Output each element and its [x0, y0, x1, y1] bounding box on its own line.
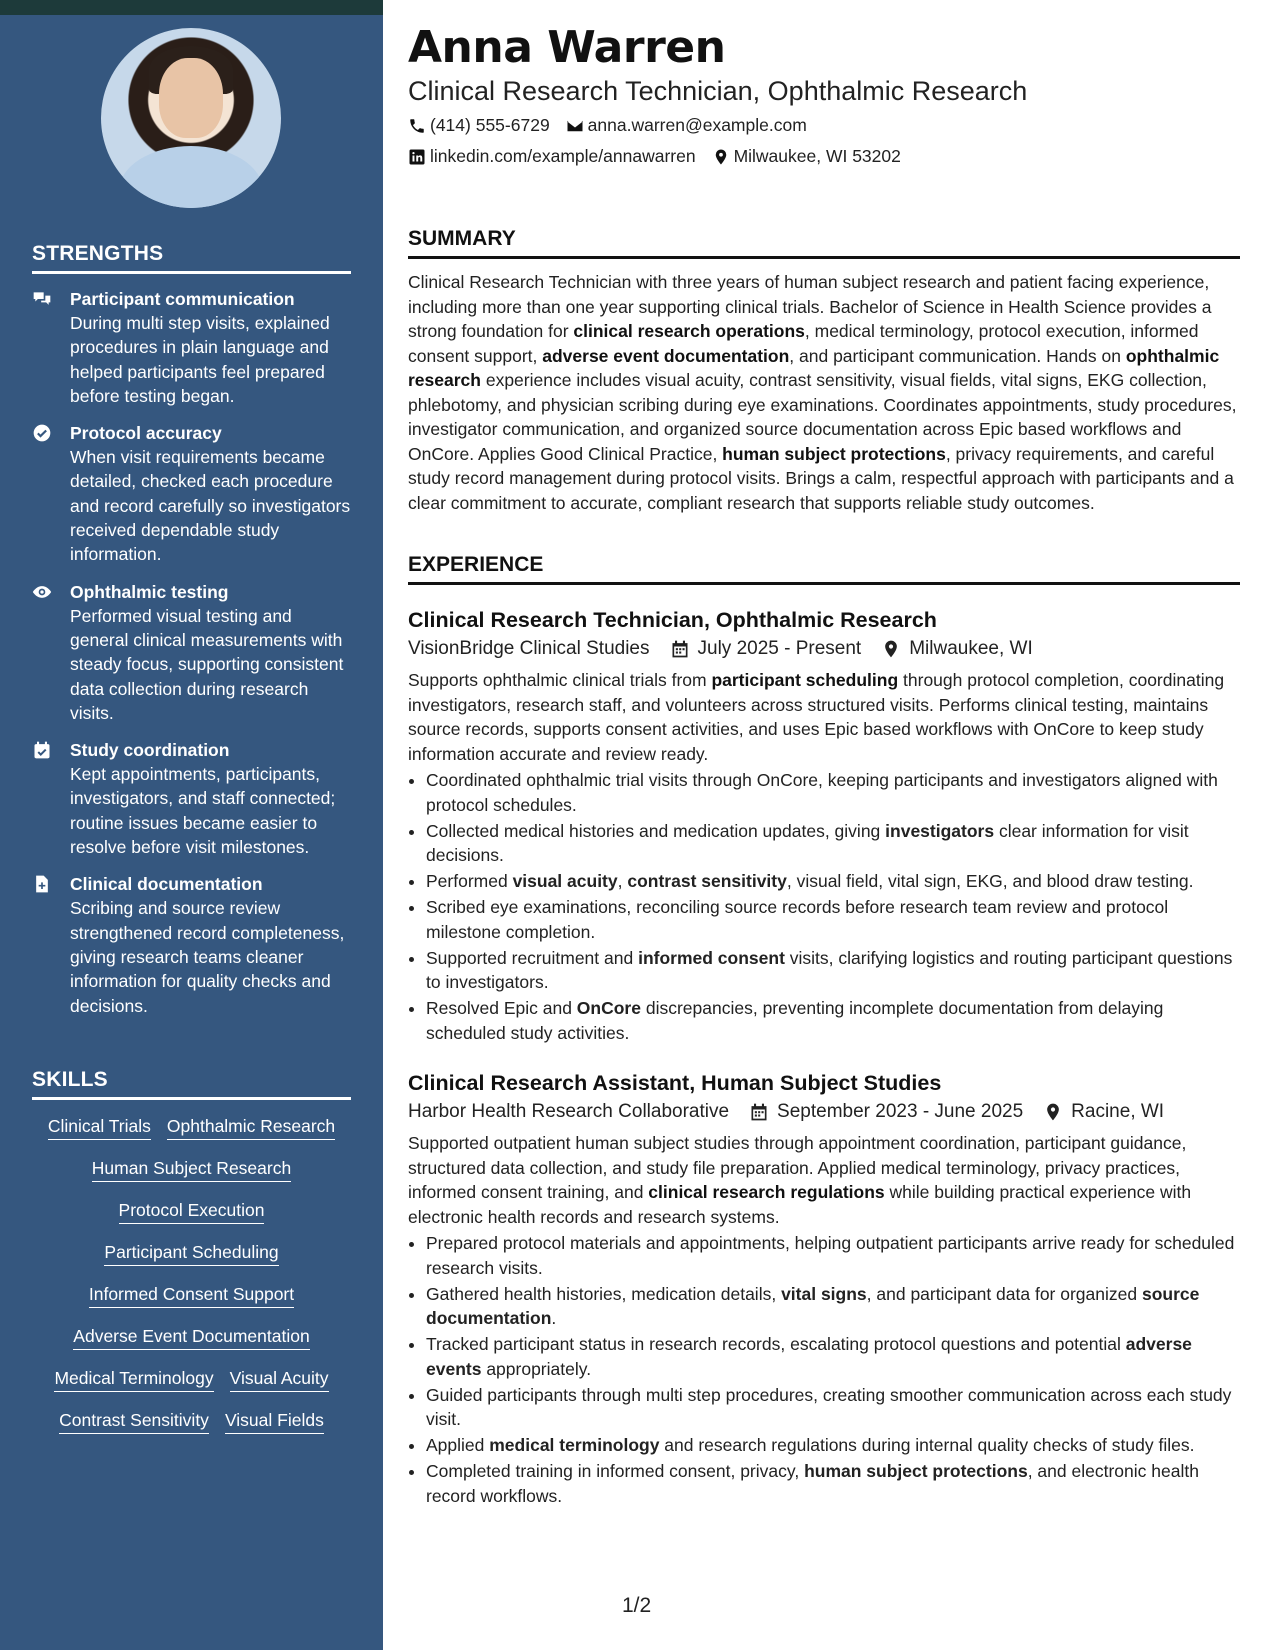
- job-location: Racine, WI: [1071, 1101, 1165, 1122]
- skill-tag: Clinical Trials: [48, 1114, 151, 1140]
- contact-row-1: [408, 115, 807, 136]
- person-name: Anna Warren: [408, 22, 726, 73]
- skill-tag: Human Subject Research: [92, 1156, 291, 1182]
- calendar-icon: [749, 1102, 769, 1122]
- email-text: anna.warren@example.com: [587, 115, 807, 135]
- skill-tag: Participant Scheduling: [104, 1240, 278, 1266]
- bullet-item: • Applied medical terminology and research regulations during internal quality checks of study files.: [426, 1433, 1240, 1458]
- sidebar: [0, 0, 383, 1650]
- contact-row-2: [408, 146, 901, 167]
- check-circle-icon: [32, 423, 52, 443]
- bullet-item: • Tracked participant status in research records, escalating protocol questions and potential adverse events appropriately.: [426, 1332, 1240, 1381]
- experience-title: EXPERIENCE: [408, 553, 1240, 585]
- strength-title: Study coordination: [70, 740, 230, 761]
- bullet-item: • Collected medical histories and medication updates, giving investigators clear information for visit decisions.: [426, 819, 1240, 868]
- skills-section: [32, 1068, 351, 1434]
- strength-title: Ophthalmic testing: [70, 581, 229, 602]
- skills-list: [32, 1114, 351, 1434]
- bullet-item: • Completed training in informed consent, privacy, human subject protections, and electronic health record workflows.: [426, 1459, 1240, 1508]
- skills-title: SKILLS: [32, 1068, 351, 1100]
- job-entry: [408, 1069, 1240, 1510]
- job-meta: [408, 1101, 1240, 1123]
- skill-tag: Contrast Sensitivity: [59, 1408, 209, 1434]
- strength-item: [32, 287, 351, 408]
- skill-tag: Visual Acuity: [230, 1366, 329, 1392]
- phone-text: (414) 555-6729: [430, 115, 550, 135]
- summary-text: Clinical Research Technician with three years of human subject research and patient facing experience, including more than one year supporting clinical trials. Bachelor of Science in Health Science provides a strong foundation for clinical research operations, medical terminology, protocol execution, informed consent support, adverse event documentation, and participant communication. Hands on ophthalmic research experience includes visual acuity, contrast sensitivity, visual fields, vital signs, EKG collection, phlebotomy, and physician scribing during eye examinations. Coordinates appointments, study procedures, investigator communication, and organized source documentation across Epic based workflows and OnCore. Applies Good Clinical Practice, human subject protections, privacy requirements, and careful study record management during protocol visits. Brings a calm, respectful approach with participants and a clear commitment to accurate, compliant research that supports reliable study outcomes.: [408, 272, 1237, 513]
- bullet-item: • Gathered health histories, medication details, vital signs, and participant data for organized source documentation.: [426, 1282, 1240, 1331]
- strengths-list: [32, 287, 351, 1018]
- contact-email[interactable]: [566, 115, 807, 136]
- contact-phone[interactable]: [408, 115, 550, 136]
- summary-title: SUMMARY: [408, 227, 1240, 259]
- job-description: Supports ophthalmic clinical trials from participant scheduling through protocol completion, coordinating investigators, research staff, and volunteers across structured visits. Performs clinical testing, maintains source records, supports consent activities, and uses Epic based workflows with OnCore to keep study information accurate and review ready.: [408, 670, 1225, 764]
- calendar-check-icon: [32, 740, 52, 760]
- strengths-title: STRENGTHS: [32, 242, 351, 274]
- skill-tag: Ophthalmic Research: [167, 1114, 335, 1140]
- job-title: Clinical Research Technician, Ophthalmic Research: [408, 608, 937, 632]
- bullet-item: • Scribed eye examinations, reconciling source records before research team review and protocol milestone completion.: [426, 895, 1240, 944]
- job-company: VisionBridge Clinical Studies: [408, 638, 650, 659]
- strength-desc: When visit requirements became detailed, checked each procedure and record carefully so investigators received dependable study information.: [70, 447, 351, 565]
- calendar-icon: [670, 639, 690, 659]
- job-dates: September 2023 - June 2025: [777, 1101, 1024, 1122]
- map-pin-icon: [712, 148, 730, 166]
- job-company: Harbor Health Research Collaborative: [408, 1101, 730, 1122]
- job-dates: July 2025 - Present: [697, 638, 862, 659]
- strength-title: Participant communication: [70, 289, 295, 309]
- map-pin-icon: [1043, 1102, 1063, 1122]
- skill-tag: Medical Terminology: [54, 1366, 213, 1392]
- bullet-item: • Guided participants through multi step procedures, creating smoother communication across each study visit.: [426, 1383, 1240, 1432]
- job-title: Clinical Research Assistant, Human Subject Studies: [408, 1071, 942, 1095]
- strength-desc: During multi step visits, explained procedures in plain language and helped participants feel prepared before testing began.: [70, 313, 330, 406]
- job-bullets: [408, 768, 1240, 1045]
- job-entry: [408, 606, 1240, 1047]
- strengths-section: [32, 242, 351, 1018]
- eye-icon: [32, 582, 52, 602]
- envelope-icon: [566, 117, 584, 135]
- bullet-item: • Performed visual acuity, contrast sensitivity, visual field, vital sign, EKG, and blood draw testing.: [426, 869, 1240, 894]
- person-headline: Clinical Research Technician, Ophthalmic Research: [408, 76, 1028, 106]
- page-number: 1/2: [622, 1594, 652, 1617]
- contact-linkedin[interactable]: [408, 146, 696, 167]
- bullet-item: • Supported recruitment and informed consent visits, clarifying logistics and routing participant questions to investigators.: [426, 946, 1240, 995]
- profile-photo: [101, 28, 281, 208]
- file-medical-icon: [32, 874, 52, 894]
- linkedin-icon: [408, 148, 426, 166]
- skill-tag: Adverse Event Documentation: [73, 1324, 309, 1350]
- skill-tag: Protocol Execution: [119, 1198, 265, 1224]
- skill-tag: Visual Fields: [225, 1408, 324, 1434]
- map-pin-icon: [881, 639, 901, 659]
- bullet-item: • Coordinated ophthalmic trial visits through OnCore, keeping participants and investigators aligned with protocol schedules.: [426, 768, 1240, 817]
- contact-location: [712, 146, 901, 167]
- strength-item: [32, 421, 351, 566]
- job-meta: [408, 638, 1240, 660]
- chat-bubbles-icon: [32, 289, 52, 309]
- strength-desc: Performed visual testing and general clinical measurements with steady focus, supporting consistent data collection during research visits.: [70, 605, 344, 723]
- strength-item: [32, 738, 351, 859]
- bullet-item: • Prepared protocol materials and appointments, helping outpatient participants arrive ready for scheduled research visits.: [426, 1231, 1240, 1280]
- phone-icon: [408, 117, 426, 135]
- strength-item: [32, 580, 351, 725]
- strength-title: Protocol accuracy: [70, 423, 222, 444]
- job-location: Milwaukee, WI: [909, 638, 1033, 659]
- location-text: Milwaukee, WI 53202: [733, 146, 901, 166]
- linkedin-text: linkedin.com/example/annawarren: [430, 146, 696, 166]
- job-bullets: [408, 1231, 1240, 1508]
- strength-desc: Kept appointments, participants, investigators, and staff connected; routine issues became easier to resolve before visit milestones.: [70, 764, 336, 858]
- job-description: Supported outpatient human subject studies through appointment coordination, participant guidance, structured data collection, and study file preparation. Applied medical terminology, privacy practices, informed consent training, and clinical research regulations while building practical experience with electronic health records and research systems.: [408, 1133, 1192, 1227]
- bullet-item: • Resolved Epic and OnCore discrepancies, preventing incomplete documentation from delaying scheduled study activities.: [426, 996, 1240, 1045]
- strength-desc: Scribing and source review strengthened record completeness, giving research teams cleaner information for quality checks and decisions.: [70, 898, 345, 1016]
- skill-tag: Informed Consent Support: [89, 1282, 294, 1308]
- strength-item: [32, 872, 351, 1017]
- strength-title: Clinical documentation: [70, 874, 263, 895]
